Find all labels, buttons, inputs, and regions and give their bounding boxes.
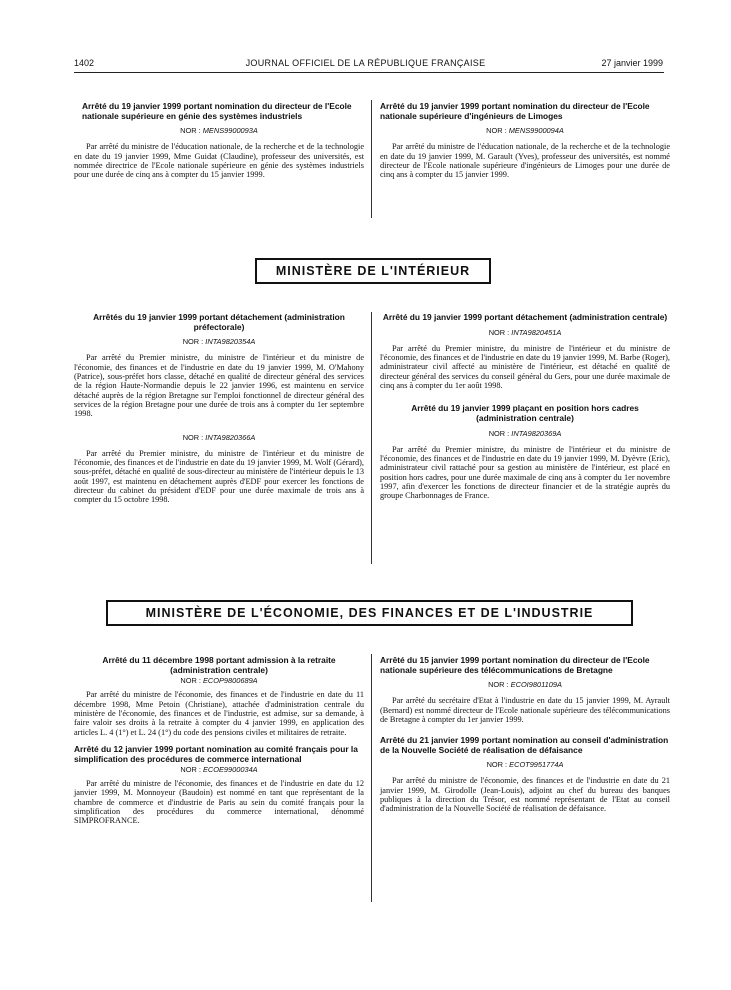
article-body: Par arrêté du secrétaire d'Etat à l'industrie en date du 15 janvier 1999, M. Ayrault (Bernard) est nommé directeur de l'Ecole nationale supérieure des télécommunications de Bretagne à compter du 1er janvier 1999. [380,696,670,724]
header-rule [74,72,664,73]
nor-reference: NOR : ECOI9801109A [488,680,562,690]
nor-reference: NOR : INTA9820366A [182,432,256,442]
journal-title: JOURNAL OFFICIEL DE LA RÉPUBLIQUE FRANÇAISE [245,58,486,68]
nor-code: INTA9820369A [511,428,562,438]
page-number: 1402 [74,58,95,68]
ministry-heading-interieur: MINISTÈRE DE L'INTÉRIEUR [255,258,491,284]
nor-reference: NOR : MENS9900094A [486,126,564,136]
article-title: Arrêté du 19 janvier 1999 portant détachement (administration centrale) [382,312,668,322]
nor-reference: NOR : INTA9820451A [488,327,562,337]
nor-code: INTA9820451A [511,327,562,337]
nor-reference: NOR : MENS9900093A [180,126,258,136]
article-title: Arrêté du 12 janvier 1999 portant nomination au comité français pour la simplification des procédures de commerce international [74,743,358,764]
article-body: Par arrêté du ministre de l'éducation nationale, de la recherche et de la technologie en date du 19 janvier 1999, M. Garault (Yves), professeur des universités, est nommé directeur de l'Ecole nationale supérieure d'ingénieurs de Limoges pour une durée de cinq ans à compter du 15 janvier 1999. [380,142,670,180]
article-ensgsi [74,102,364,180]
issue-date: 27 janvier 1999 [601,58,663,68]
nor-code: MENS9900093A [202,126,258,136]
article-ensil [380,102,670,180]
nor-reference: NOR : INTA9820369A [488,428,562,438]
nor-code: ECOE9900034A [202,765,258,775]
nor-code: INTA9820354A [205,337,256,347]
nor-code: INTA9820366A [205,432,256,442]
nor-code: ECOI9801109A [510,680,562,690]
nor-reference: NOR : ECOE9900034A [180,765,258,775]
nor-reference: NOR : INTA9820354A [182,337,256,347]
nor-reference: NOR : ECOP9800689A [180,676,258,686]
article-body: Par arrêté du ministre de l'éducation nationale, de la recherche et de la technologie en date du 19 janvier 1999, Mme Guidat (Claudine), professeur des universités, est nommée directrice de l'Ecole nationale supérieure en génie des systèmes industriels pour une durée de cinq ans à compter du 15 janvier 1999. [74,142,364,180]
article-title: Arrêté du 15 janvier 1999 portant nomination du directeur de l'Ecole nationale supérieure des télécommunications de Bretagne [380,655,650,675]
article-detachement-centrale [380,313,670,501]
column-divider [371,654,372,902]
article-title: Arrêté du 11 décembre 1998 portant admission à la retraite (administration centrale) [102,655,336,675]
nor-code: ECOT9951774A [509,760,564,770]
column-divider [371,312,372,564]
article-body: Par arrêté du ministre de l'économie, des finances et de l'industrie en date du 21 janvier 1999, M. Girodolle (Jean-Louis), adjoint au chef du bureau des banques publiques à la direction du Trésor, est nommé représentant de l'Etat au conseil d'administration de la Nouvelle Société de réalisation de défaisance. [380,776,670,814]
article-body: Par arrêté du Premier ministre, du ministre de l'intérieur et du ministre de l'économie, des finances et de l'industrie en date du 19 janvier 1999, M. O'Mahony (Patrice), sous-préfet hors classe, détaché en qualité de directeur général des services de la région Haute-Normandie depuis le 22 janvier 1996, est maintenu en service détaché auprès de la région Bretagne sur l'emploi fonctionnel de directeur général des services de la région Bretagne pour une durée de trois ans à compter du 1er septembre 1998. [74,353,364,419]
article-title: Arrêté du 19 janvier 1999 portant nomination du directeur de l'Ecole nationale supérieure en génie des systèmes industriels [82,101,352,121]
article-body: Par arrêté du ministre de l'économie, des finances et de l'industrie en date du 12 janvier 1999, M. Monnoyeur (Baudoin) est nommé en tant que représentant de la chambre de commerce et d'industrie de Paris au sein du comité français pour la simplification des procédures du commerce international, dénommé SIMPROFRANCE. [74,779,364,826]
article-title: Arrêté du 19 janvier 1999 plaçant en position hors cadres (administration centrale) [411,403,639,423]
article-retraite [74,656,364,826]
column-divider [371,100,372,218]
article-title: Arrêtés du 19 janvier 1999 portant détachement (administration préfectorale) [93,312,345,332]
article-title: Arrêté du 19 janvier 1999 portant nomination du directeur de l'Ecole nationale supérieure d'ingénieurs de Limoges [380,101,650,121]
nor-code: MENS9900094A [508,126,564,136]
article-body: Par arrêté du Premier ministre, du ministre de l'intérieur et du ministre de l'économie, des finances et de l'industrie en date du 19 janvier 1999, M. Wolf (Gérard), sous-préfet, détaché en qualité de sous-directeur au ministère de l'intérieur depuis le 13 août 1997, est maintenu en détachement auprès d'EDF pour exercer les fonctions de directeur du cabinet du président d'EDF pour une durée maximale de trois ans à compter du 15 octobre 1998. [74,448,364,505]
article-body: Par arrêté du Premier ministre, du ministre de l'intérieur et du ministre de l'économie, des finances et de l'industrie en date du 19 janvier 1999, M. Barbe (Roger), administrateur civil affecté au ministère de l'intérieur, est détaché en qualité de directeur général des services du conseil général du Gers, pour une durée maximale de cinq ans à compter du 1er août 1998. [380,343,670,390]
article-title: Arrêté du 21 janvier 1999 portant nomination au conseil d'administration de la Nouvelle Société de réalisation de défaisance [380,735,669,755]
article-detachement-prefectorale [74,313,364,505]
article-body: Par arrêté du ministre de l'économie, des finances et de l'industrie en date du 11 décembre 1998, Mme Petoin (Christiane), attachée d'administration centrale du ministère de l'économie, des finances et de l'industrie, est admise, sur sa demande, à faire valoir ses droits à la retraite à compter du 4 janvier 1999, en application des articles L. 4 (1°) et L. 24 (1°) du code des pensions civiles et militaires de retraite. [74,690,364,737]
article-body: Par arrêté du Premier ministre, du ministre de l'intérieur et du ministre de l'économie, des finances et de l'industrie en date du 19 janvier 1999, M. Dyèvre (Eric), administrateur civil rattaché pour sa gestion au ministère de l'intérieur, est placé en position hors cadres, pour une durée maximale de cinq ans à compter du 1er novembre 1997, afin d'exercer les fonctions de directeur financier et de la stratégie auprès du groupe Charbonnages de France. [380,444,670,501]
article-telecom-bretagne [380,656,670,814]
ministry-heading-economie: MINISTÈRE DE L'ÉCONOMIE, DES FINANCES ET DE L'INDUSTRIE [106,600,633,626]
nor-reference: NOR : ECOT9951774A [486,760,564,770]
nor-code: ECOP9800689A [202,676,258,686]
